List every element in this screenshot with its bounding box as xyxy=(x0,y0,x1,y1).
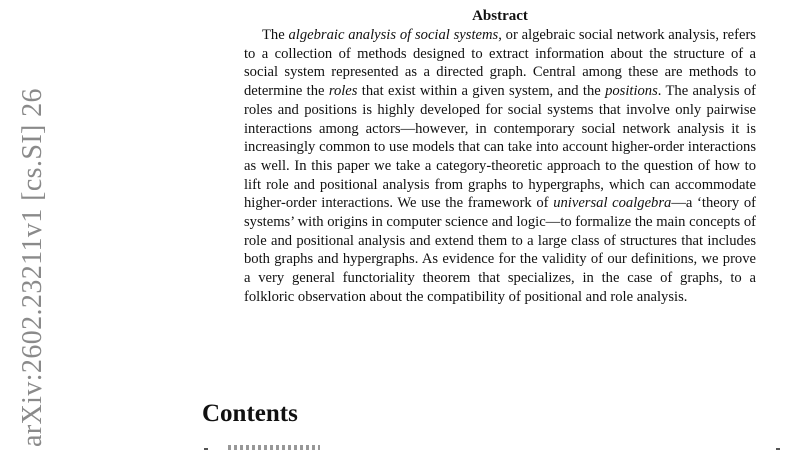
abstract-italic-term: positions xyxy=(605,83,658,100)
abstract-title: Abstract xyxy=(472,8,528,24)
abstract-text-segment: . The analysis of roles and positions is highly developed for social systems that involve only pairwise interactions among actors—however, in contemporary social network analysis it is increasingly common to use models that can take into account higher-order interactions as well. In this paper we take a category-theoretic approach to the question of how to lift role and positional analysis from graphs to hypergraphs, which can accommodate higher-order interactions. We use the framework of xyxy=(244,83,756,212)
abstract-text-segment: , or algebraic social network analysis, refers to a collection of methods designed to extract information about the structure of a social system represented as a directed graph. Central among these are methods to determine the xyxy=(244,27,756,100)
abstract-text-segment: that exist within a given system, and the xyxy=(357,83,606,100)
abstract-text-segment: The xyxy=(262,27,289,43)
abstract-section xyxy=(244,6,756,307)
abstract-text-segment: —a ‘theory of systems’ with origins in computer science and logic—to formalize the main concepts of role and positional analysis and extend them to a large class of structures that includes both graphs and hypergraphs. As evidence for the validity of our definitions, we prove a very general functoriality theorem that specializes, in the case of graphs, to a folkloric observation about the compatibility of positional and role analysis. xyxy=(244,195,756,305)
contents-heading: Contents xyxy=(202,400,298,427)
abstract-body xyxy=(244,26,756,307)
entry-title-fragment xyxy=(228,445,320,450)
abstract-italic-term: universal coalgebra xyxy=(553,195,672,212)
arxiv-identifier-stamp: arXiv:2602.23211v1 [cs.SI] 26 xyxy=(17,88,48,447)
contents-first-entry-cropped xyxy=(202,443,782,450)
abstract-italic-term: roles xyxy=(328,83,358,100)
abstract-italic-term: algebraic analysis of social systems xyxy=(288,27,499,43)
